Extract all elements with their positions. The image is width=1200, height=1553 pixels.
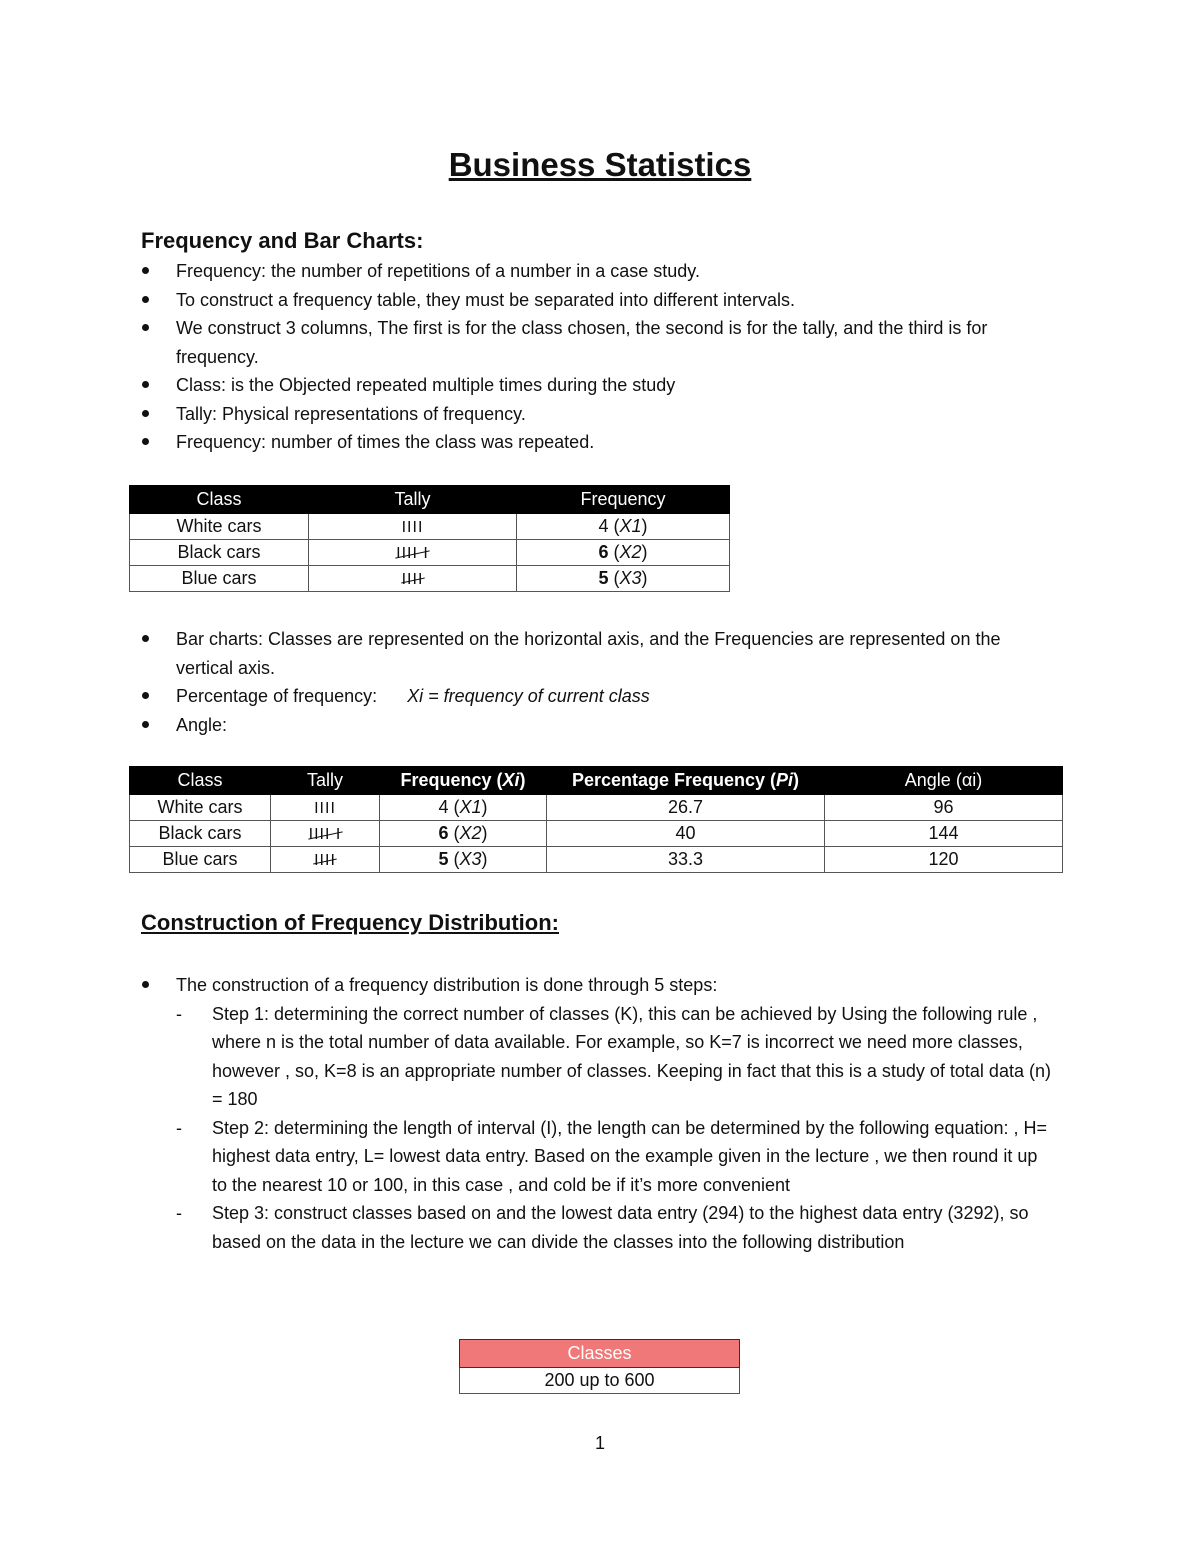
steps-list	[176, 1000, 1051, 1257]
frequency-variable: X2	[619, 542, 642, 562]
section-heading-construction: Construction of Frequency Distribution:	[141, 910, 559, 935]
bullet-item: To construct a frequency table, they must be separated into different intervals.	[141, 286, 1051, 315]
cell-frequency: 4 (X1)	[380, 795, 547, 821]
table-header-row	[460, 1340, 740, 1368]
cell-class: Blue cars	[130, 566, 309, 592]
table-header-row	[130, 767, 1063, 795]
bar-chart-bullet-list	[141, 625, 1051, 739]
bullet-item: Percentage of frequency: Xi = frequency of current class	[141, 682, 1051, 711]
frequency-table	[129, 485, 730, 592]
cell-tally	[271, 821, 380, 847]
bullet-item: Angle:	[141, 711, 1051, 740]
bullet-item: Class: is the Objected repeated multiple times during the study	[141, 371, 1051, 400]
step-item: - Step 2: determining the length of interval (I), the length can be determined by the following equation: , H= highest data entry, L= lowest data entry. Based on the example given in the lecture , we then round it up to the nearest 10 or 100, in this case , and cold be if it’s more convenient	[176, 1114, 1051, 1200]
header-angle: Angle (αi)	[825, 767, 1063, 795]
cell-tally	[309, 514, 517, 540]
step-item: - Step 1: determining the correct number of classes (K), this can be achieved by Using the following rule , where n is the total number of data available. For example, so K=7 is incorrect we need more classes, however , so, K=8 is an appropriate number of classes. Keeping in fact that this is a study of total data (n) = 180	[176, 1000, 1051, 1114]
tally-marks: IIII	[401, 519, 424, 536]
construction-bullet-list	[141, 971, 1051, 1256]
table-row	[130, 847, 1063, 873]
cell-tally	[271, 795, 380, 821]
tally-marks: IIII	[401, 571, 424, 588]
cell-angle: 120	[825, 847, 1063, 873]
table-row	[460, 1368, 740, 1394]
document-title: Business Statistics	[448, 146, 752, 183]
cell-class: Blue cars	[130, 847, 271, 873]
classes-table	[459, 1339, 740, 1394]
frequency-variable: X3	[619, 568, 642, 588]
header-frequency: Frequency	[517, 486, 730, 514]
cell-tally	[309, 540, 517, 566]
cell-class: Black cars	[130, 821, 271, 847]
tally-marks: IIII	[314, 800, 336, 817]
percentage-frequency-table	[129, 766, 1063, 873]
cell-frequency: 6 (X2)	[517, 540, 730, 566]
cell-percentage: 40	[547, 821, 825, 847]
step-item: - Step 3: construct classes based on and the lowest data entry (294) to the highest data entry (3292), so based on the data in the lecture we can divide the classes into the following distribution	[176, 1199, 1051, 1256]
bullet-item: We construct 3 columns, The first is for the class chosen, the second is for the tally, and the third is for frequency.	[141, 314, 1051, 371]
section-heading-frequency: Frequency and Bar Charts:	[141, 228, 424, 253]
cell-percentage: 26.7	[547, 795, 825, 821]
header-frequency: Frequency (Xi)	[380, 767, 547, 795]
header-class: Class	[130, 767, 271, 795]
frequency-bullet-list	[141, 257, 1051, 457]
table-row	[130, 514, 730, 540]
cell-tally	[309, 566, 517, 592]
cell-frequency: 4 (X1)	[517, 514, 730, 540]
cell-angle: 96	[825, 795, 1063, 821]
table-row	[130, 540, 730, 566]
header-tally: Tally	[271, 767, 380, 795]
bullet-item: Bar charts: Classes are represented on the horizontal axis, and the Frequencies are represented on the vertical axis.	[141, 625, 1051, 682]
table-row	[130, 795, 1063, 821]
cell-angle: 144	[825, 821, 1063, 847]
cell-class: White cars	[130, 795, 271, 821]
cell-frequency: 5 (X3)	[380, 847, 547, 873]
cell-frequency: 5 (X3)	[517, 566, 730, 592]
cell-class-range: 200 up to 600	[460, 1368, 740, 1394]
table-row	[130, 821, 1063, 847]
cell-tally	[271, 847, 380, 873]
percentage-formula: Xi = frequency of current class	[407, 686, 650, 706]
cell-percentage: 33.3	[547, 847, 825, 873]
table-header-row	[130, 486, 730, 514]
header-tally: Tally	[309, 486, 517, 514]
cell-class: White cars	[130, 514, 309, 540]
bullet-item: Frequency: the number of repetitions of a number in a case study.	[141, 257, 1051, 286]
cell-class: Black cars	[130, 540, 309, 566]
frequency-variable: X1	[619, 516, 642, 536]
header-percentage-frequency: Percentage Frequency (Pi)	[547, 767, 825, 795]
header-class: Class	[130, 486, 309, 514]
tally-marks: IIII I	[308, 826, 342, 843]
tally-marks: IIII I	[396, 545, 429, 562]
header-classes: Classes	[460, 1340, 740, 1368]
page-number: 1	[594, 1433, 605, 1453]
bullet-item: Tally: Physical representations of frequency.	[141, 400, 1051, 429]
table-row	[130, 566, 730, 592]
tally-marks: IIII	[314, 852, 336, 869]
bullet-item: Frequency: number of times the class was repeated.	[141, 428, 1051, 457]
cell-frequency: 6 (X2)	[380, 821, 547, 847]
bullet-item: The construction of a frequency distribution is done through 5 steps: - Step 1: determining the correct number of classes (K), this can be achieved by Using the following rule , where n is the total number of data available. For example, so K=7 is incorrect we need more classes, however , so, K=8 is an appropriate number of classes. Keeping in fact that this is a study of total data (n) = 180 - Step 2: determining the length of interval (I), the length can be determined by the following equation: , H= highest data entry, L= lowest data entry. Based on the example given in the lecture , we then round it up to the nearest 10 or 100, in this case , and cold be if it’s more convenient - Step 3: construct classes based on and the lowest data entry (294) to the highest data entry (3292), so based on the data in the lecture we can divide the classes into the following distribution	[141, 971, 1051, 1256]
